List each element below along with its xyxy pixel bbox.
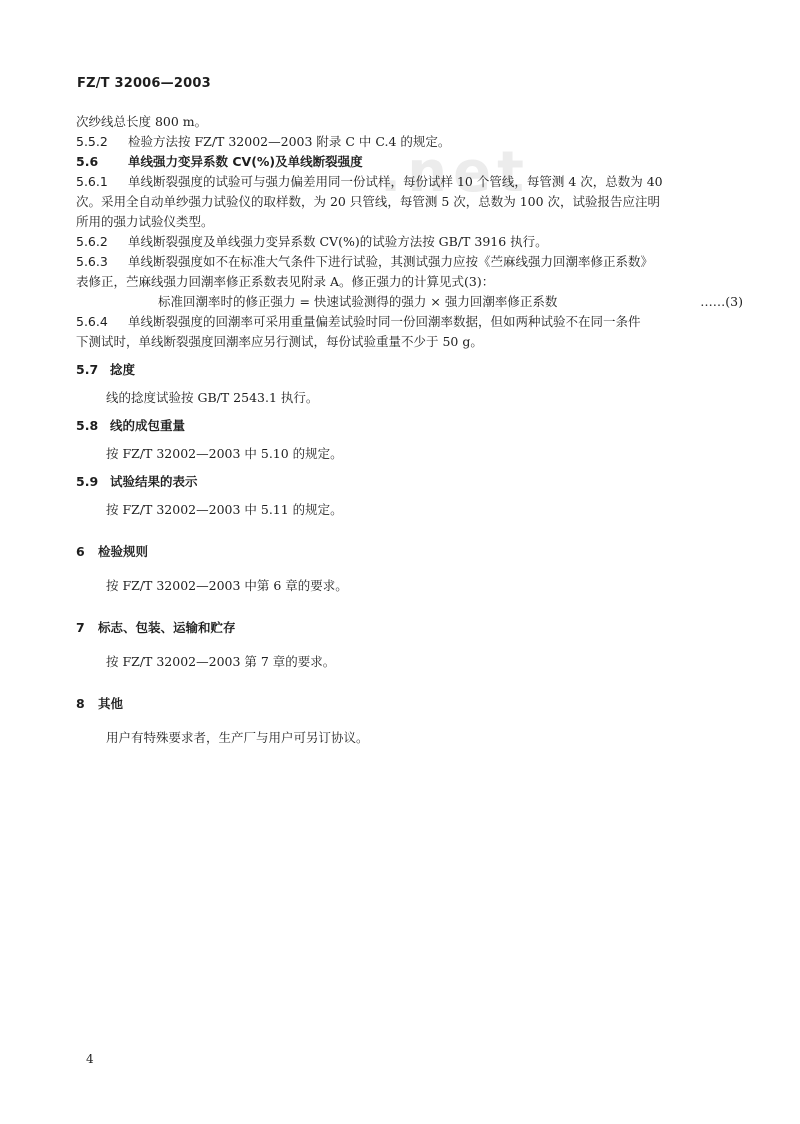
heading-title: 其他 [98, 696, 124, 711]
clause-text: 检验方法按 FZ/T 32002—2003 附录 C 中 C.4 的规定。 [128, 134, 451, 149]
heading-5-7 [76, 360, 736, 380]
heading-5-8 [76, 416, 736, 436]
clause-5-6-2 [76, 232, 736, 252]
heading-number: 8 [76, 696, 85, 711]
clause-text: 单线断裂强度及单线强力变异系数 CV(%)的试验方法按 GB/T 3916 执行。 [128, 234, 548, 249]
clause-text: 单线断裂强度的回潮率可采用重量偏差试验时同一份回潮率数据，但如两种试验不在同一条件 [128, 314, 641, 329]
clause-text: 单线断裂强度如不在标准大气条件下进行试验，其测试强力应按《苎麻线强力回潮率修正系数》 [128, 254, 654, 269]
clause-5-6-1 [76, 172, 736, 192]
heading-number: 6 [76, 544, 85, 559]
clause-number: 5.5.2 [76, 134, 108, 149]
heading-title: 检验规则 [98, 544, 149, 559]
clause-text: 按 FZ/T 32002—2003 中 5.11 的规定。 [106, 502, 343, 517]
formula-number: ……(3) [700, 294, 743, 309]
heading-8 [76, 694, 736, 714]
clause-number: 5.6.1 [76, 174, 108, 189]
clause-continuation: 表修正，苎麻线强力回潮率修正系数表见附录 A。修正强力的计算见式(3)： [76, 274, 495, 289]
heading-7 [76, 618, 736, 638]
page-number: 4 [86, 1052, 94, 1066]
clause-text: 按 FZ/T 32002—2003 中第 6 章的要求。 [106, 578, 348, 593]
heading-number: 5.6 [76, 154, 99, 169]
heading-number: 5.9 [76, 474, 99, 489]
heading-number: 5.7 [76, 362, 99, 377]
clause-number: 5.6.4 [76, 314, 108, 329]
standard-code: FZ/T 32006—2003 [77, 76, 211, 91]
watermark: .net [380, 140, 530, 205]
clause-number: 5.6.2 [76, 234, 108, 249]
clause-5-6-4 [76, 312, 736, 332]
clause-text: 按 FZ/T 32002—2003 第 7 章的要求。 [106, 654, 336, 669]
heading-5-6 [76, 152, 736, 172]
heading-number: 7 [76, 620, 85, 635]
heading-title: 捻度 [110, 362, 136, 377]
clause-text: 线的捻度试验按 GB/T 2543.1 执行。 [106, 390, 319, 405]
formula: 标准回潮率时的修正强力 = 快速试验测得的强力 × 强力回潮率修正系数 [158, 294, 558, 309]
clause-number: 5.6.3 [76, 254, 108, 269]
clause-text: 单线断裂强度的试验可与强力偏差用同一份试样，每份试样 10 个管线，每管测 4 次，总数为 40 [128, 174, 663, 189]
clause-text: 用户有特殊要求者，生产厂与用户可另订协议。 [106, 730, 369, 745]
clause-text: 按 FZ/T 32002—2003 中 5.10 的规定。 [106, 446, 343, 461]
document-body [76, 112, 743, 748]
clause-continuation: 下测试时，单线断裂强度回潮率应另行测试，每份试验重量不少于 50 g。 [76, 334, 483, 349]
paragraph-line: 次纱线总长度 800 m。 [76, 114, 208, 129]
heading-title: 单线强力变异系数 CV(%)及单线断裂强度 [128, 154, 363, 169]
heading-6 [76, 542, 736, 562]
clause-5-6-3 [76, 252, 736, 272]
heading-title: 试验结果的表示 [110, 474, 198, 489]
heading-title: 线的成包重量 [110, 418, 186, 433]
heading-5-9 [76, 472, 736, 492]
clause-5-5-2 [76, 132, 736, 152]
clause-continuation: 所用的强力试验仪类型。 [76, 214, 214, 229]
heading-title: 标志、包装、运输和贮存 [98, 620, 236, 635]
formula-line [76, 292, 743, 312]
heading-number: 5.8 [76, 418, 99, 433]
clause-continuation: 次。采用全自动单纱强力试验仪的取样数，为 20 只管线，每管测 5 次，总数为 100 次，试验报告应注明 [76, 194, 661, 209]
